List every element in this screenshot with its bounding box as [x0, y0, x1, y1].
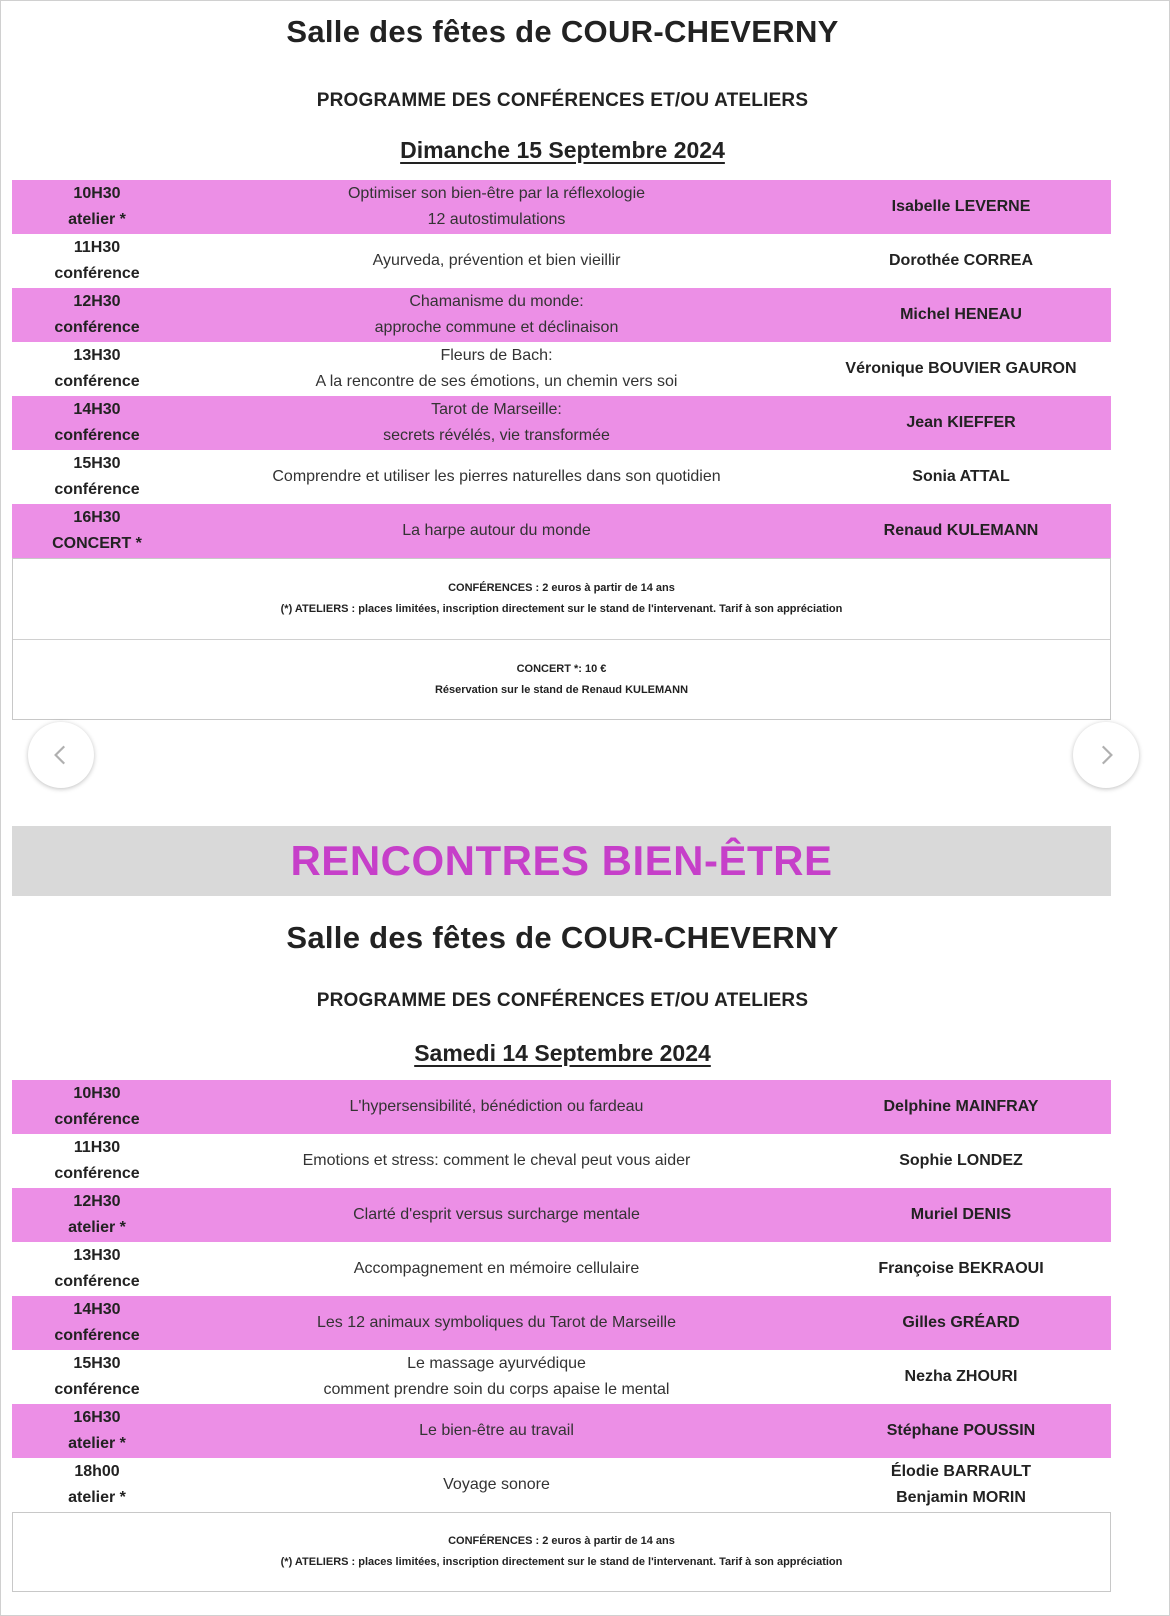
title-cell: Le bien-être au travail: [419, 1422, 574, 1439]
table-row: [12, 450, 1111, 504]
title-cell: Les 12 animaux symboliques du Tarot de Marseille: [316, 1314, 676, 1331]
table-row: [12, 396, 1111, 450]
table-row: [12, 1242, 1111, 1296]
speaker-cell: Gilles GRÉARD: [902, 1314, 1020, 1331]
time-cell: 16H30 atelier *: [68, 1409, 126, 1452]
time-cell: 18h00 atelier *: [68, 1463, 126, 1506]
table-row: [12, 234, 1111, 288]
speaker-cell: Michel HENEAU: [900, 306, 1022, 323]
programme-heading: PROGRAMME DES CONFÉRENCES ET/OU ATELIERS: [316, 90, 809, 111]
previous-button[interactable]: [28, 722, 94, 788]
table-row: [12, 1080, 1111, 1134]
title-cell: Emotions et stress: comment le cheval peut vous aider: [302, 1152, 691, 1169]
speaker-cell: Muriel DENIS: [910, 1206, 1012, 1223]
date-heading: Dimanche 15 Septembre 2024: [400, 137, 725, 163]
title-cell: Voyage sonore: [443, 1476, 550, 1493]
table-row: [12, 1458, 1111, 1512]
speaker-cell: Jean KIEFFER: [906, 414, 1016, 431]
speaker-cell: Delphine MAINFRAY: [883, 1098, 1039, 1115]
title-cell: Accompagnement en mémoire cellulaire: [353, 1260, 640, 1277]
title-cell: Tarot de Marseille: secrets révélés, vie transformée: [383, 401, 610, 444]
speaker-cell: Élodie BARRAULT Benjamin MORIN: [890, 1463, 1032, 1506]
table-row: [12, 1296, 1111, 1350]
speaker-cell: Véronique BOUVIER GAURON: [845, 360, 1077, 377]
next-button[interactable]: [1073, 722, 1139, 788]
title-cell: Chamanisme du monde: approche commune et déclinaison: [374, 293, 619, 336]
date-heading: Samedi 14 Septembre 2024: [414, 1040, 711, 1066]
time-cell: 15H30 conférence: [54, 1355, 140, 1398]
time-cell: 14H30 conférence: [54, 401, 140, 444]
title-cell: Comprendre et utiliser les pierres naturelles dans son quotidien: [272, 468, 721, 485]
conferences-price-note: CONFÉRENCES : 2 euros à partir de 14 ans: [448, 582, 675, 594]
time-cell: 13H30 conférence: [54, 347, 140, 390]
table-row: [12, 1188, 1111, 1242]
table-row: [12, 288, 1111, 342]
title-cell: Le massage ayurvédique comment prendre soin du corps apaise le mental: [323, 1355, 670, 1398]
notes-conferences: [13, 559, 1110, 639]
schedule-table-day1: [12, 180, 1111, 558]
chevron-right-icon: [1093, 742, 1119, 768]
table-row: [12, 180, 1111, 234]
ateliers-note: (*) ATELIERS : places limitées, inscription directement sur le stand de l'intervenant. Tarif à son appréciation: [280, 603, 843, 615]
notes-concert: [13, 640, 1110, 719]
venue-title: Salle des fêtes de COUR-CHEVERNY: [286, 920, 839, 955]
table-row: [12, 1134, 1111, 1188]
time-cell: 11H30 conférence: [54, 1139, 140, 1182]
chevron-left-icon: [48, 742, 74, 768]
time-cell: 13H30 conférence: [54, 1247, 140, 1290]
notes-box-day2: [12, 1512, 1111, 1592]
title-cell: Optimiser son bien-être par la réflexologie 12 autostimulations: [347, 185, 646, 228]
title-cell: Fleurs de Bach: A la rencontre de ses émotions, un chemin vers soi: [315, 347, 678, 390]
title-cell: Ayurveda, prévention et bien vieillir: [372, 252, 621, 269]
time-cell: 10H30 conférence: [54, 1085, 140, 1128]
speaker-cell: Sophie LONDEZ: [899, 1152, 1023, 1169]
table-row: [12, 1350, 1111, 1404]
title-cell: La harpe autour du monde: [402, 522, 591, 539]
speaker-cell: Renaud KULEMANN: [883, 522, 1039, 539]
title-cell: L'hypersensibilité, bénédiction ou fardeau: [349, 1098, 644, 1115]
table-row: [12, 1404, 1111, 1458]
notes-conferences: [13, 1513, 1110, 1591]
time-cell: 15H30 conférence: [54, 455, 140, 498]
event-banner: [12, 826, 1111, 896]
speaker-cell: Sonia ATTAL: [912, 468, 1010, 485]
time-cell: 16H30 CONCERT *: [52, 509, 142, 552]
ateliers-note: (*) ATELIERS : places limitées, inscription directement sur le stand de l'intervenant. Tarif à son appréciation: [280, 1556, 843, 1568]
venue-title: Salle des fêtes de COUR-CHEVERNY: [286, 14, 839, 49]
time-cell: 10H30 atelier *: [68, 185, 126, 228]
speaker-cell: Nezha ZHOURI: [904, 1368, 1018, 1385]
programme-heading: PROGRAMME DES CONFÉRENCES ET/OU ATELIERS: [316, 990, 809, 1011]
concert-price-note: CONCERT *: 10 €: [516, 662, 607, 675]
conferences-price-note: CONFÉRENCES : 2 euros à partir de 14 ans: [448, 1535, 675, 1547]
speaker-cell: Isabelle LEVERNE: [891, 198, 1031, 215]
speaker-cell: Françoise BEKRAOUI: [878, 1260, 1044, 1277]
reservation-note: Réservation sur le stand de Renaud KULEMANN: [434, 683, 689, 696]
speaker-cell: Dorothée CORREA: [888, 252, 1033, 269]
table-row: [12, 342, 1111, 396]
table-row: [12, 504, 1111, 558]
time-cell: 14H30 conférence: [54, 1301, 140, 1344]
schedule-table-day2: [12, 1080, 1111, 1512]
notes-box-day1: [12, 558, 1111, 720]
banner-title: RENCONTRES BIEN-ÊTRE: [290, 837, 833, 884]
title-cell: Clarté d'esprit versus surcharge mentale: [353, 1206, 640, 1223]
speaker-cell: Stéphane POUSSIN: [886, 1422, 1036, 1439]
time-cell: 12H30 atelier *: [68, 1193, 126, 1236]
time-cell: 12H30 conférence: [54, 293, 140, 336]
time-cell: 11H30 conférence: [54, 239, 140, 282]
